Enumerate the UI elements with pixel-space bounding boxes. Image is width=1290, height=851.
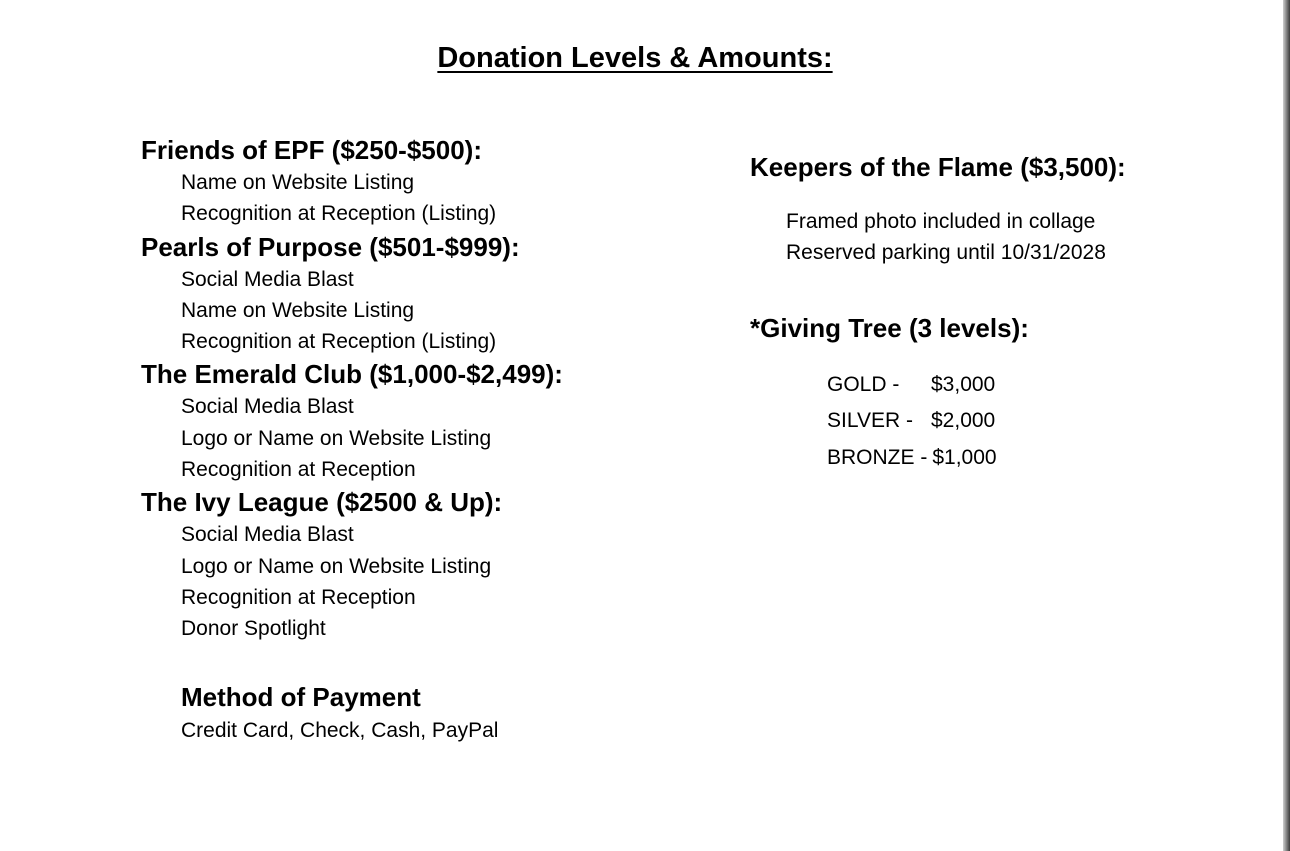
- benefit-item: Social Media Blast: [181, 395, 354, 419]
- level-amount: $3,000: [931, 372, 996, 396]
- benefit-item: Recognition at Reception (Listing): [181, 330, 497, 354]
- payment-heading: Method of Payment: [181, 681, 421, 712]
- level-amount: $1,000: [932, 445, 997, 469]
- giving-tree-levels: [750, 367, 1270, 477]
- benefit-item: Social Media Blast: [181, 523, 354, 547]
- tier-heading: Pearls of Purpose ($501-$999):: [141, 231, 520, 262]
- giving-level-bronze: [827, 440, 1270, 477]
- benefit-item: Recognition at Reception: [181, 585, 416, 609]
- benefit-item: Recognition at Reception: [181, 458, 416, 482]
- benefit-list: [141, 167, 701, 230]
- benefit-item: Logo or Name on Website Listing: [181, 426, 492, 450]
- tier-friends: [141, 133, 701, 230]
- benefit-list: [141, 391, 701, 485]
- benefit-item: Donor Spotlight: [181, 617, 326, 641]
- giving-level-gold: [827, 367, 1270, 404]
- keepers-benefit-list: [750, 206, 1270, 269]
- payment-section: [141, 680, 701, 748]
- benefit-item: Framed photo included in collage: [786, 210, 1096, 233]
- tier-list: [141, 133, 701, 748]
- tier-ivy: [141, 485, 701, 644]
- payment-methods: Credit Card, Check, Cash, PayPal: [181, 718, 499, 742]
- level-name: SILVER -: [827, 409, 913, 433]
- level-name: BRONZE -: [827, 445, 928, 469]
- tier-heading: The Emerald Club ($1,000-$2,499):: [141, 359, 563, 390]
- special-programs: [750, 150, 1270, 476]
- benefit-item: Name on Website Listing: [181, 298, 415, 322]
- benefit-item: Social Media Blast: [181, 267, 354, 291]
- level-amount: $2,000: [931, 409, 996, 433]
- keepers-heading: Keepers of the Flame ($3,500):: [750, 152, 1126, 182]
- page-title: Donation Levels & Amounts:: [437, 42, 833, 74]
- benefit-list: [141, 519, 701, 644]
- level-name: GOLD -: [827, 372, 900, 396]
- tier-emerald: [141, 357, 701, 485]
- benefit-list: [141, 264, 701, 358]
- page-edge-shadow: [1283, 0, 1290, 851]
- tier-pearls: [141, 230, 701, 358]
- benefit-item: Logo or Name on Website Listing: [181, 554, 492, 578]
- tier-heading: The Ivy League ($2500 & Up):: [141, 487, 503, 518]
- tier-heading: Friends of EPF ($250-$500):: [141, 135, 482, 165]
- benefit-item: Recognition at Reception (Listing): [181, 202, 497, 226]
- giving-tree-heading: *Giving Tree (3 levels):: [750, 312, 1029, 343]
- giving-level-silver: [827, 403, 1270, 440]
- benefit-item: Reserved parking until 10/31/2028: [786, 241, 1106, 265]
- benefit-item: Name on Website Listing: [181, 171, 415, 194]
